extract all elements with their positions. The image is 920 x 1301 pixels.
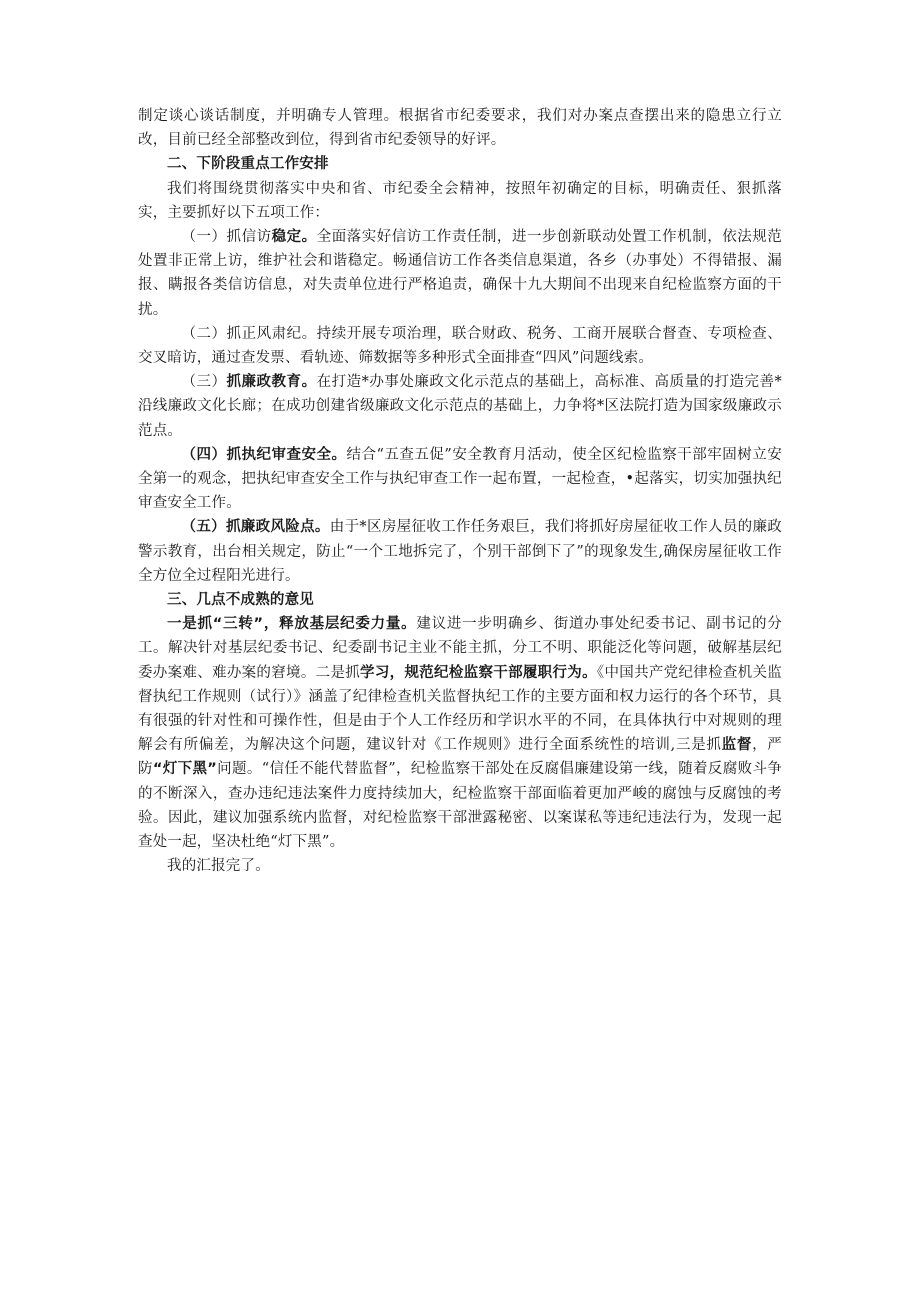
paragraph-continued: 制定谈心谈话制度，并明确专人管理。根据省市纪委要求，我们对办案点查摆出来的隐患立行立改，目前已经全部整改到位，得到省市纪委领导的好评。 xyxy=(138,108,782,149)
item-5 xyxy=(138,515,782,588)
item-3 xyxy=(138,370,782,443)
item-1-text: 全面落实好信访工作责任制，进一步创新联动处置工作机制，依法规范处置非正常上访，维护社会和谐稳定。畅通信访工作各类信息渠道，各乡（办事处）不得错报、漏报、瞒报各类信访信息，对失责单位进行严格追责，确保十九大期间不出现来自纪检监察方面的干扰。 xyxy=(138,229,782,318)
suggestion-1-title: 一是抓“三转”，释放基层纪委力量。 xyxy=(167,616,417,633)
suggestion-1-text: 建议进一步明确乡、街道办事处纪委书记、副书记的分工。解决针对基层纪委书记、纪委副书记主业不能主抓，分工不明、职能泛化等问题，破解基层纪委办案难、难办案的窘境。二是抓 xyxy=(138,616,782,681)
item-2: （二）抓正风肃纪。持续开展专项治理，联合财政、税务、工商开展联合督查、专项检查、交叉暗访，通过查发票、看轨迹、筛数据等多种形式全面排查“四风”问题线索。 xyxy=(138,325,782,367)
item-3-prefix: （三） xyxy=(181,374,227,391)
suggestion-3-title-b: “灯下黑” xyxy=(152,761,218,778)
item-5-title: （五）抓廉政风险点。 xyxy=(181,519,330,536)
paragraph-intro: 我们将围绕贯彻落实中央和省、市纪委全会精神，按照年初确定的目标，明确责任、狠抓落实，主要抓好以下五项工作： xyxy=(138,180,782,221)
closing-line: 我的汇报完了。 xyxy=(167,858,270,875)
suggestion-3-text: 问题。“信任不能代替监督”，纪检监察干部处在反腐倡廉建设第一线，随着反腐败斗争的不断深入，查办违纪违法案件力度持续加大，纪检监察干部面临着更加严峻的腐蚀与反腐蚀的考验。因此，建议加强系统内监督，对纪检监察干部泄露秘密、以案谋私等违纪违法行为，发现一起查处一起，坚决杜绝“灯下黑”。 xyxy=(138,761,783,851)
item-4 xyxy=(138,443,782,516)
item-1 xyxy=(138,225,782,322)
item-4-text: 结合“五查五促”安全教育月活动，使全区纪检监察干部牢固树立安全第一的观念，把执纪审查安全工作与执纪审查工作一起布置，一起检查，•起落实，切实加强执纪审查安全工作。 xyxy=(138,446,783,512)
suggestion-2-text: 《中国共产党纪律检查机关监督执纪工作规则（试行）》涵盖了纪律检查机关监督执纪工作的主要方面和权力运行的各个环节，具有很强的针对性和可操作性，但是由于个人工作经历和学识水平的不同，在具体执行中对规则的理解会有所偏差，为解决这个问题，建议针对《工作规则》进行全面系统性的培训,三是抓 xyxy=(138,664,782,754)
item-3-text: 在打造*办事处廉政文化示范点的基础上，高标准、高质量的打造完善*沿线廉政文化长廊；在成功创建省级廉政文化示范点的基础上，力争将*区法院打造为国家级廉政示范点。 xyxy=(138,374,782,439)
item-1-prefix: （一）抓信访 xyxy=(181,229,272,246)
item-3-title: 抓廉政教育。 xyxy=(226,374,317,391)
suggestion-3-title-a: 监督 xyxy=(721,737,753,754)
suggestion-2-title: 学习，规范纪检监察干部履职行为。 xyxy=(360,664,597,681)
item-4-title: （四）抓执纪审查安全。 xyxy=(181,446,347,463)
suggestion-3-mid: ，严防 xyxy=(138,737,782,778)
item-1-title: 稳定。 xyxy=(271,229,317,246)
section-heading-3: 三、几点不成熟的意见 xyxy=(167,592,314,609)
suggestions-paragraph xyxy=(138,612,782,854)
item-5-text: 由于*区房屋征收工作任务艰巨，我们将抓好房屋征收工作人员的廉政警示教育，出台相关规定，防止“一个工地拆完了，个别干部倒下了”的现象发生,确保房屋征收工作全方位全过程阳光进行。 xyxy=(138,519,782,584)
document-body xyxy=(138,104,782,879)
section-heading-2: 二、下阶段重点工作安排 xyxy=(167,156,329,173)
